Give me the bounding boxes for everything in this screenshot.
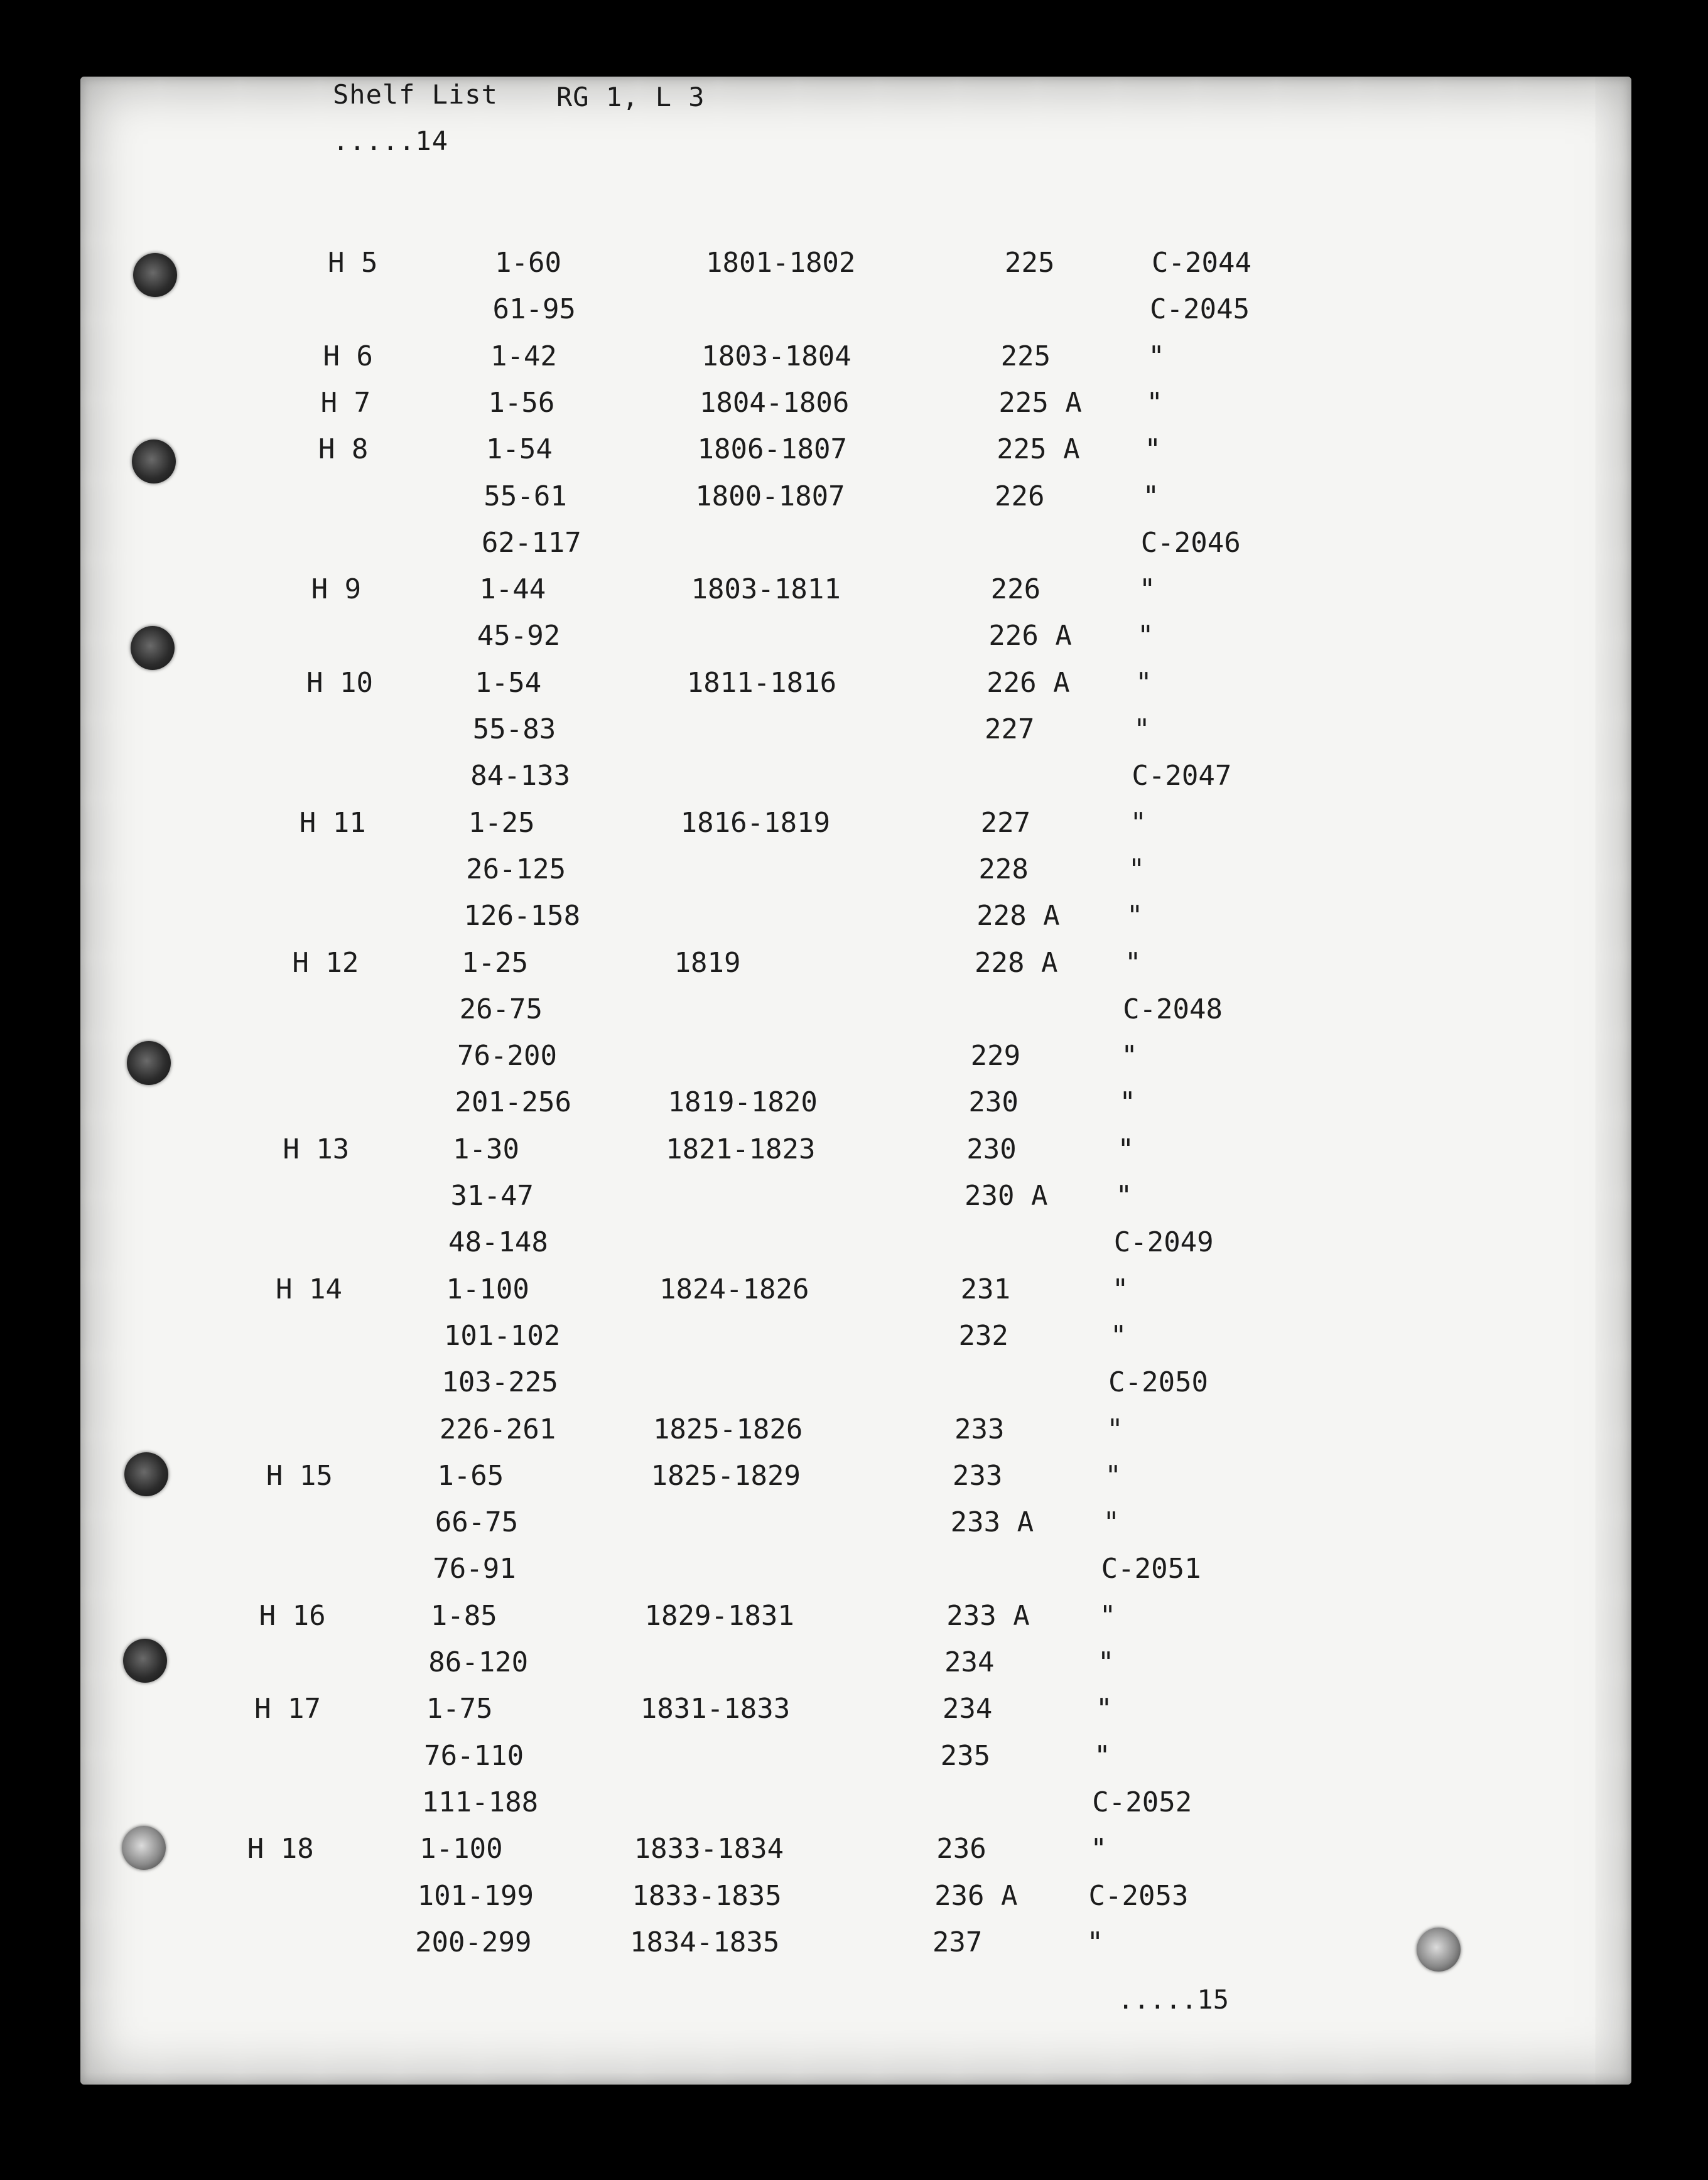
- range-cell: 55-61: [484, 480, 567, 512]
- range-cell: 1-25: [462, 946, 529, 979]
- box-cell: H 8: [318, 433, 369, 466]
- reel-cell: ": [1117, 1133, 1134, 1165]
- range-cell: 111-188: [421, 1786, 539, 1818]
- volume-cell: 225: [1005, 247, 1055, 279]
- range-cell: 1-85: [430, 1599, 497, 1632]
- table-row: [80, 1779, 1631, 1826]
- reel-cell: ": [1138, 573, 1156, 606]
- volume-cell: 225 A: [997, 433, 1080, 466]
- volume-cell: 236 A: [934, 1879, 1018, 1912]
- range-cell: 76-200: [457, 1040, 557, 1072]
- range-cell: 1-54: [485, 433, 553, 466]
- years-cell: 1803-1804: [701, 340, 851, 372]
- volume-cell: 233 A: [950, 1506, 1034, 1539]
- years-cell: 1816-1819: [680, 806, 831, 839]
- volume-cell: 232: [958, 1319, 1008, 1352]
- volume-cell: 227: [980, 806, 1031, 839]
- reel-cell: ": [1130, 806, 1147, 839]
- table-row: [80, 1919, 1631, 1966]
- continued-page-reference: .....15: [1118, 1984, 1230, 2015]
- volume-cell: 233: [952, 1459, 1003, 1492]
- table-row: [80, 660, 1631, 706]
- range-cell: 103-225: [441, 1366, 558, 1399]
- range-cell: 66-75: [435, 1506, 519, 1539]
- table-row: [80, 1546, 1631, 1592]
- reel-cell: ": [1137, 620, 1154, 652]
- table-row: [80, 1453, 1631, 1499]
- box-cell: H 12: [292, 946, 359, 979]
- years-cell: 1800-1807: [695, 480, 845, 512]
- years-cell: 1811-1816: [686, 666, 837, 699]
- table-row: [80, 986, 1631, 1033]
- volume-cell: 231: [960, 1273, 1011, 1305]
- volume-cell: 228 A: [976, 900, 1060, 932]
- table-row: [80, 520, 1631, 566]
- table-row: [80, 800, 1631, 846]
- table-row: [80, 426, 1631, 473]
- table-row: [80, 1079, 1631, 1126]
- reel-cell: C-2047: [1132, 760, 1232, 792]
- reel-cell: ": [1097, 1646, 1115, 1678]
- volume-cell: 236: [936, 1833, 986, 1865]
- box-cell: H 13: [283, 1133, 350, 1165]
- table-row: [80, 1873, 1631, 1919]
- range-cell: 201-256: [455, 1086, 571, 1119]
- years-cell: 1834-1835: [629, 1926, 780, 1958]
- table-row: [80, 1219, 1631, 1266]
- table-row: [80, 1406, 1631, 1453]
- table-row: [80, 1313, 1631, 1359]
- reel-cell: C-2046: [1140, 526, 1241, 559]
- range-cell: 226-261: [439, 1413, 556, 1445]
- box-cell: H 10: [306, 666, 374, 699]
- table-row: [80, 380, 1631, 426]
- record-group-label: RG 1, L 3: [556, 82, 705, 112]
- volume-cell: 225: [1000, 340, 1051, 372]
- volume-cell: 227: [985, 713, 1035, 745]
- box-cell: H 9: [311, 573, 362, 606]
- volume-cell: 234: [942, 1693, 993, 1725]
- years-cell: 1819: [674, 946, 741, 979]
- years-cell: 1831-1833: [640, 1693, 791, 1725]
- reel-cell: ": [1121, 1040, 1138, 1072]
- table-row: [80, 1499, 1631, 1546]
- reel-cell: ": [1105, 1459, 1122, 1492]
- volume-cell: 237: [932, 1926, 983, 1958]
- reel-cell: C-2045: [1150, 293, 1250, 326]
- reel-cell: C-2053: [1088, 1879, 1189, 1912]
- years-cell: 1833-1835: [632, 1879, 782, 1912]
- table-row: [80, 1126, 1631, 1173]
- volume-cell: 226 A: [986, 666, 1070, 699]
- range-cell: 76-91: [433, 1553, 516, 1585]
- table-row: [80, 240, 1631, 286]
- years-cell: 1803-1811: [691, 573, 841, 606]
- volume-cell: 235: [940, 1739, 991, 1772]
- table-row: [80, 1639, 1631, 1686]
- table-row: [80, 846, 1631, 893]
- range-cell: 48-148: [448, 1226, 548, 1259]
- reel-cell: ": [1096, 1693, 1113, 1725]
- reel-cell: ": [1115, 1180, 1133, 1212]
- box-cell: H 16: [259, 1599, 326, 1632]
- volume-cell: 226: [990, 573, 1041, 606]
- volume-cell: 228: [978, 853, 1029, 885]
- table-row: [80, 1826, 1631, 1872]
- reel-cell: ": [1106, 1413, 1123, 1445]
- reel-cell: C-2048: [1123, 993, 1223, 1025]
- reel-cell: C-2044: [1152, 247, 1251, 279]
- box-cell: H 15: [266, 1459, 333, 1492]
- reel-cell: C-2050: [1108, 1366, 1209, 1399]
- years-cell: 1801-1802: [706, 247, 856, 279]
- reel-cell: ": [1103, 1506, 1120, 1539]
- volume-cell: 230: [966, 1133, 1017, 1165]
- reel-cell: C-2049: [1113, 1226, 1214, 1259]
- box-cell: H 11: [299, 806, 366, 839]
- reel-cell: ": [1144, 433, 1162, 466]
- reel-cell: ": [1094, 1739, 1111, 1772]
- box-cell: H 7: [320, 386, 371, 419]
- volume-cell: 230 A: [965, 1180, 1048, 1212]
- table-row: [80, 1733, 1631, 1779]
- range-cell: 31-47: [450, 1180, 534, 1212]
- range-cell: 62-117: [481, 526, 581, 559]
- box-cell: H 18: [247, 1833, 314, 1865]
- table-row: [80, 613, 1631, 659]
- range-cell: 1-100: [446, 1273, 529, 1305]
- table-row: [80, 1359, 1631, 1406]
- reel-cell: C-2051: [1101, 1553, 1201, 1585]
- volume-cell: 233: [954, 1413, 1005, 1445]
- volume-cell: 228 A: [975, 946, 1058, 979]
- range-cell: 101-199: [417, 1879, 534, 1912]
- range-cell: 1-56: [488, 386, 555, 419]
- table-row: [80, 333, 1631, 380]
- volume-cell: 230: [968, 1086, 1019, 1119]
- reel-cell: ": [1142, 480, 1160, 512]
- document-page: [80, 77, 1631, 2085]
- reel-cell: ": [1148, 340, 1165, 372]
- range-cell: 1-30: [453, 1133, 519, 1165]
- table-row: [80, 1593, 1631, 1639]
- range-cell: 26-125: [466, 853, 566, 885]
- years-cell: 1819-1820: [668, 1086, 818, 1119]
- years-cell: 1821-1823: [666, 1133, 816, 1165]
- reel-cell: ": [1111, 1273, 1129, 1305]
- table-row: [80, 1173, 1631, 1219]
- volume-cell: 229: [970, 1040, 1021, 1072]
- reel-cell: ": [1128, 853, 1145, 885]
- reel-cell: ": [1124, 946, 1142, 979]
- years-cell: 1833-1834: [634, 1833, 784, 1865]
- range-cell: 26-75: [459, 993, 543, 1025]
- range-cell: 1-60: [495, 247, 561, 279]
- table-row: [80, 893, 1631, 939]
- range-cell: 84-133: [470, 760, 571, 792]
- box-cell: H 5: [328, 247, 378, 279]
- reel-cell: ": [1146, 386, 1163, 419]
- range-cell: 101-102: [443, 1319, 561, 1352]
- range-cell: 1-65: [437, 1459, 504, 1492]
- reel-cell: ": [1133, 713, 1150, 745]
- volume-cell: 226 A: [988, 620, 1072, 652]
- box-cell: H 6: [323, 340, 373, 372]
- table-row: [80, 1266, 1631, 1313]
- table-row: [80, 286, 1631, 333]
- table-row: [80, 473, 1631, 520]
- reel-cell: ": [1135, 666, 1152, 699]
- range-cell: 1-44: [479, 573, 546, 606]
- reel-cell: ": [1099, 1599, 1116, 1632]
- reel-cell: ": [1086, 1926, 1104, 1958]
- table-row: [80, 940, 1631, 986]
- volume-cell: 234: [944, 1646, 995, 1678]
- years-cell: 1824-1826: [659, 1273, 809, 1305]
- document-title: Shelf List: [333, 79, 498, 110]
- reel-cell: ": [1119, 1086, 1136, 1119]
- reel-cell: ": [1126, 900, 1143, 932]
- range-cell: 1-42: [490, 340, 557, 372]
- years-cell: 1825-1826: [652, 1413, 803, 1445]
- range-cell: 61-95: [492, 293, 576, 326]
- table-row: [80, 566, 1631, 613]
- page-reference: .....14: [333, 126, 449, 156]
- reel-cell: C-2052: [1092, 1786, 1192, 1818]
- range-cell: 1-54: [475, 666, 542, 699]
- range-cell: 55-83: [472, 713, 556, 745]
- range-cell: 1-75: [426, 1693, 493, 1725]
- box-cell: H 14: [276, 1273, 342, 1305]
- table-row: [80, 1033, 1631, 1079]
- range-cell: 1-25: [468, 806, 535, 839]
- reel-cell: ": [1110, 1319, 1127, 1352]
- range-cell: 45-92: [477, 620, 561, 652]
- reel-cell: ": [1090, 1833, 1107, 1865]
- table-row: [80, 706, 1631, 753]
- table-row: [80, 753, 1631, 799]
- volume-cell: 233 A: [946, 1599, 1030, 1632]
- volume-cell: 225 A: [998, 386, 1082, 419]
- box-cell: H 17: [254, 1693, 322, 1725]
- years-cell: 1806-1807: [697, 433, 847, 466]
- range-cell: 86-120: [428, 1646, 529, 1678]
- volume-cell: 226: [995, 480, 1045, 512]
- range-cell: 76-110: [424, 1739, 524, 1772]
- range-cell: 1-100: [419, 1833, 503, 1865]
- years-cell: 1825-1829: [651, 1459, 801, 1492]
- range-cell: 200-299: [415, 1926, 532, 1958]
- table-row: [80, 1686, 1631, 1732]
- years-cell: 1804-1806: [699, 386, 850, 419]
- range-cell: 126-158: [463, 900, 581, 932]
- years-cell: 1829-1831: [644, 1599, 794, 1632]
